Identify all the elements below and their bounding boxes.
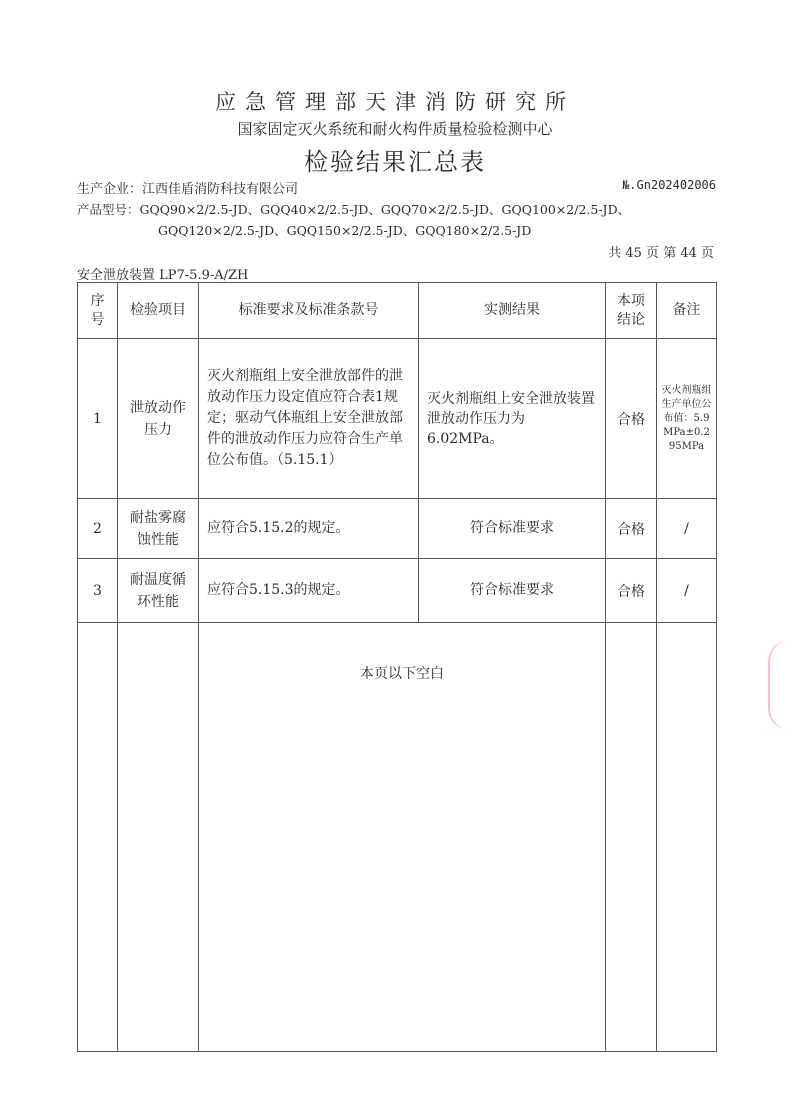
page-counter: 共 45 页 第 44 页 — [608, 246, 714, 261]
row-remark: / — [657, 559, 717, 623]
results-table — [77, 282, 717, 1052]
table-row — [78, 559, 717, 623]
blank-row — [78, 623, 717, 1052]
header-requirement: 标准要求及标准条款号 — [199, 283, 419, 339]
company-line: 生产企业：江西佳盾消防科技有限公司 — [77, 182, 299, 197]
row-conclusion: 合格 — [606, 499, 657, 559]
row-no: 2 — [78, 499, 118, 559]
row-result: 符合标准要求 — [419, 499, 606, 559]
blank-cell — [657, 623, 717, 1052]
row-remark: / — [657, 499, 717, 559]
header-result: 实测结果 — [419, 283, 606, 339]
row-result: 灭火剂瓶组上安全泄放装置泄放动作压力为6.02MPa。 — [419, 339, 606, 499]
blank-cell — [78, 623, 118, 1052]
models-line-2: GQQ120×2/2.5-JD、GQQ150×2/2.5-JD、GQQ180×2/2.5-JD — [158, 223, 532, 238]
row-requirement: 应符合5.15.3的规定。 — [199, 559, 419, 623]
row-result: 符合标准要求 — [419, 559, 606, 623]
row-requirement: 应符合5.15.2的规定。 — [199, 499, 419, 559]
row-item: 耐温度循环性能 — [118, 559, 199, 623]
device-name: 安全泄放装置 LP7-5.9-A/ZH — [77, 268, 249, 283]
header-item: 检验项目 — [118, 283, 199, 339]
table-header-row — [78, 283, 717, 339]
row-conclusion: 合格 — [606, 339, 657, 499]
blank-cell — [118, 623, 199, 1052]
report-number: №.Gn202402006 — [622, 178, 716, 192]
row-item: 泄放动作压力 — [118, 339, 199, 499]
table-row — [78, 499, 717, 559]
row-remark: 灭火剂瓶组生产单位公布值：5.9MPa±0.295MPa — [657, 339, 717, 499]
document-title: 检验结果汇总表 — [304, 148, 486, 176]
center-title: 国家固定灭火系统和耐火构件质量检验检测中心 — [237, 120, 553, 138]
header-conclusion: 本项结论 — [606, 283, 657, 339]
row-conclusion: 合格 — [606, 559, 657, 623]
table-row — [78, 339, 717, 499]
row-item: 耐盐雾腐蚀性能 — [118, 499, 199, 559]
institute-title: 应急管理部天津消防研究所 — [215, 90, 575, 114]
row-requirement: 灭火剂瓶组上安全泄放部件的泄放动作压力设定值应符合表1规定；驱动气体瓶组上安全泄放部件的泄放动作压力应符合生产单位公布值。（5.15.1） — [199, 339, 419, 499]
blank-note: 本页以下空白 — [199, 623, 606, 1052]
row-no: 3 — [78, 559, 118, 623]
row-no: 1 — [78, 339, 118, 499]
models-line-1: 产品型号：GQQ90×2/2.5-JD、GQQ40×2/2.5-JD、GQQ70×2/2.5-JD、GQQ100×2/2.5-JD、 — [77, 202, 631, 217]
seal-edge — [768, 640, 790, 730]
blank-cell — [606, 623, 657, 1052]
header-no: 序号 — [78, 283, 118, 339]
header-remark: 备注 — [657, 283, 717, 339]
